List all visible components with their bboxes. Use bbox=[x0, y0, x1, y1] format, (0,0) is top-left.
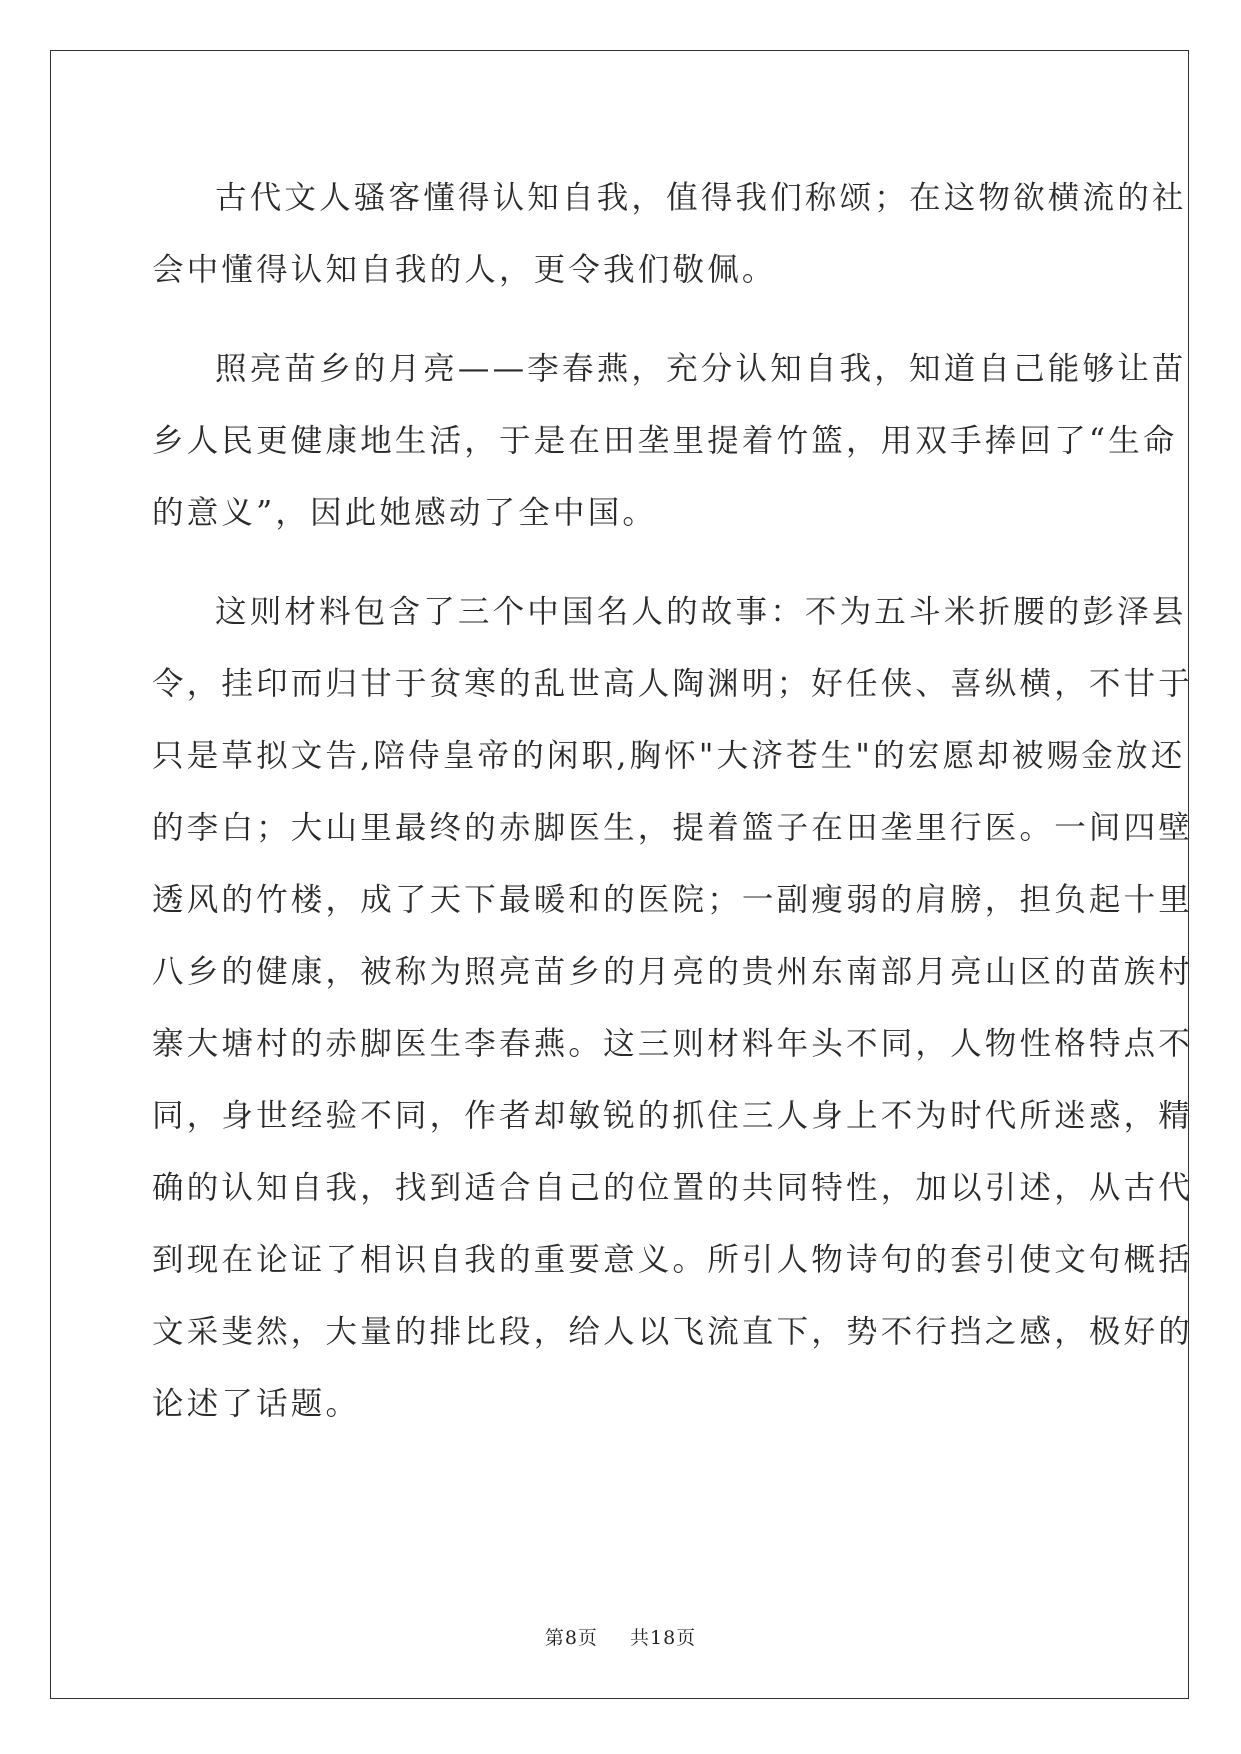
paragraph-3 bbox=[152, 576, 1194, 1440]
paragraph-line: 古代文人骚客懂得认知自我，值得我们称颂；在这物欲横流的社 bbox=[215, 180, 1187, 216]
paragraph-line: 文采斐然，大量的排比段，给人以飞流直下，势不行挡之感，极好的 bbox=[152, 1314, 1194, 1350]
paragraph-line: 乡人民更健康地生活，于是在田垄里提着竹篮，用双手捧回了“生命 bbox=[152, 423, 1178, 459]
page-footer bbox=[0, 1623, 1241, 1650]
paragraph-line: 的李白；大山里最终的赤脚医生，提着篮子在田垄里行医。一间四壁 bbox=[152, 810, 1194, 846]
paragraph-2 bbox=[152, 333, 1187, 549]
document-body bbox=[152, 162, 1194, 1440]
page-total: 共18页 bbox=[630, 1627, 697, 1649]
paragraph-line: 只是草拟文告,陪侍皇帝的闲职,胸怀"大济苍生"的宏愿却被赐金放还 bbox=[152, 738, 1186, 774]
paragraph-line: 照亮苗乡的月亮——李春燕，充分认知自我，知道自己能够让苗 bbox=[215, 351, 1187, 387]
paragraph-line: 透风的竹楼，成了天下最暖和的医院；一副瘦弱的肩膀，担负起十里 bbox=[152, 882, 1194, 918]
paragraph-line: 论述了话题。 bbox=[152, 1386, 361, 1422]
page-number: 第8页 bbox=[544, 1627, 598, 1649]
paragraph-line: 的意义”，因此她感动了全中国。 bbox=[152, 495, 658, 531]
paragraph-line: 这则材料包含了三个中国名人的故事：不为五斗米折腰的彭泽县 bbox=[215, 594, 1187, 630]
paragraph-1 bbox=[152, 162, 1187, 306]
paragraph-line: 会中懂得认知自我的人，更令我们敬佩。 bbox=[152, 252, 777, 288]
paragraph-line: 到现在论证了相识自我的重要意义。所引人物诗句的套引使文句概括 bbox=[152, 1242, 1194, 1278]
paragraph-line: 寨大塘村的赤脚医生李春燕。这三则材料年头不同，人物性格特点不 bbox=[152, 1026, 1194, 1062]
paragraph-line: 八乡的健康，被称为照亮苗乡的月亮的贵州东南部月亮山区的苗族村 bbox=[152, 954, 1194, 990]
paragraph-line: 确的认知自我，找到适合自己的位置的共同特性，加以引述，从古代 bbox=[152, 1170, 1194, 1206]
paragraph-line: 令，挂印而归甘于贫寒的乱世高人陶渊明；好任侠、喜纵横，不甘于 bbox=[152, 666, 1194, 702]
paragraph-line: 同，身世经验不同，作者却敏锐的抓住三人身上不为时代所迷惑，精 bbox=[152, 1098, 1194, 1134]
